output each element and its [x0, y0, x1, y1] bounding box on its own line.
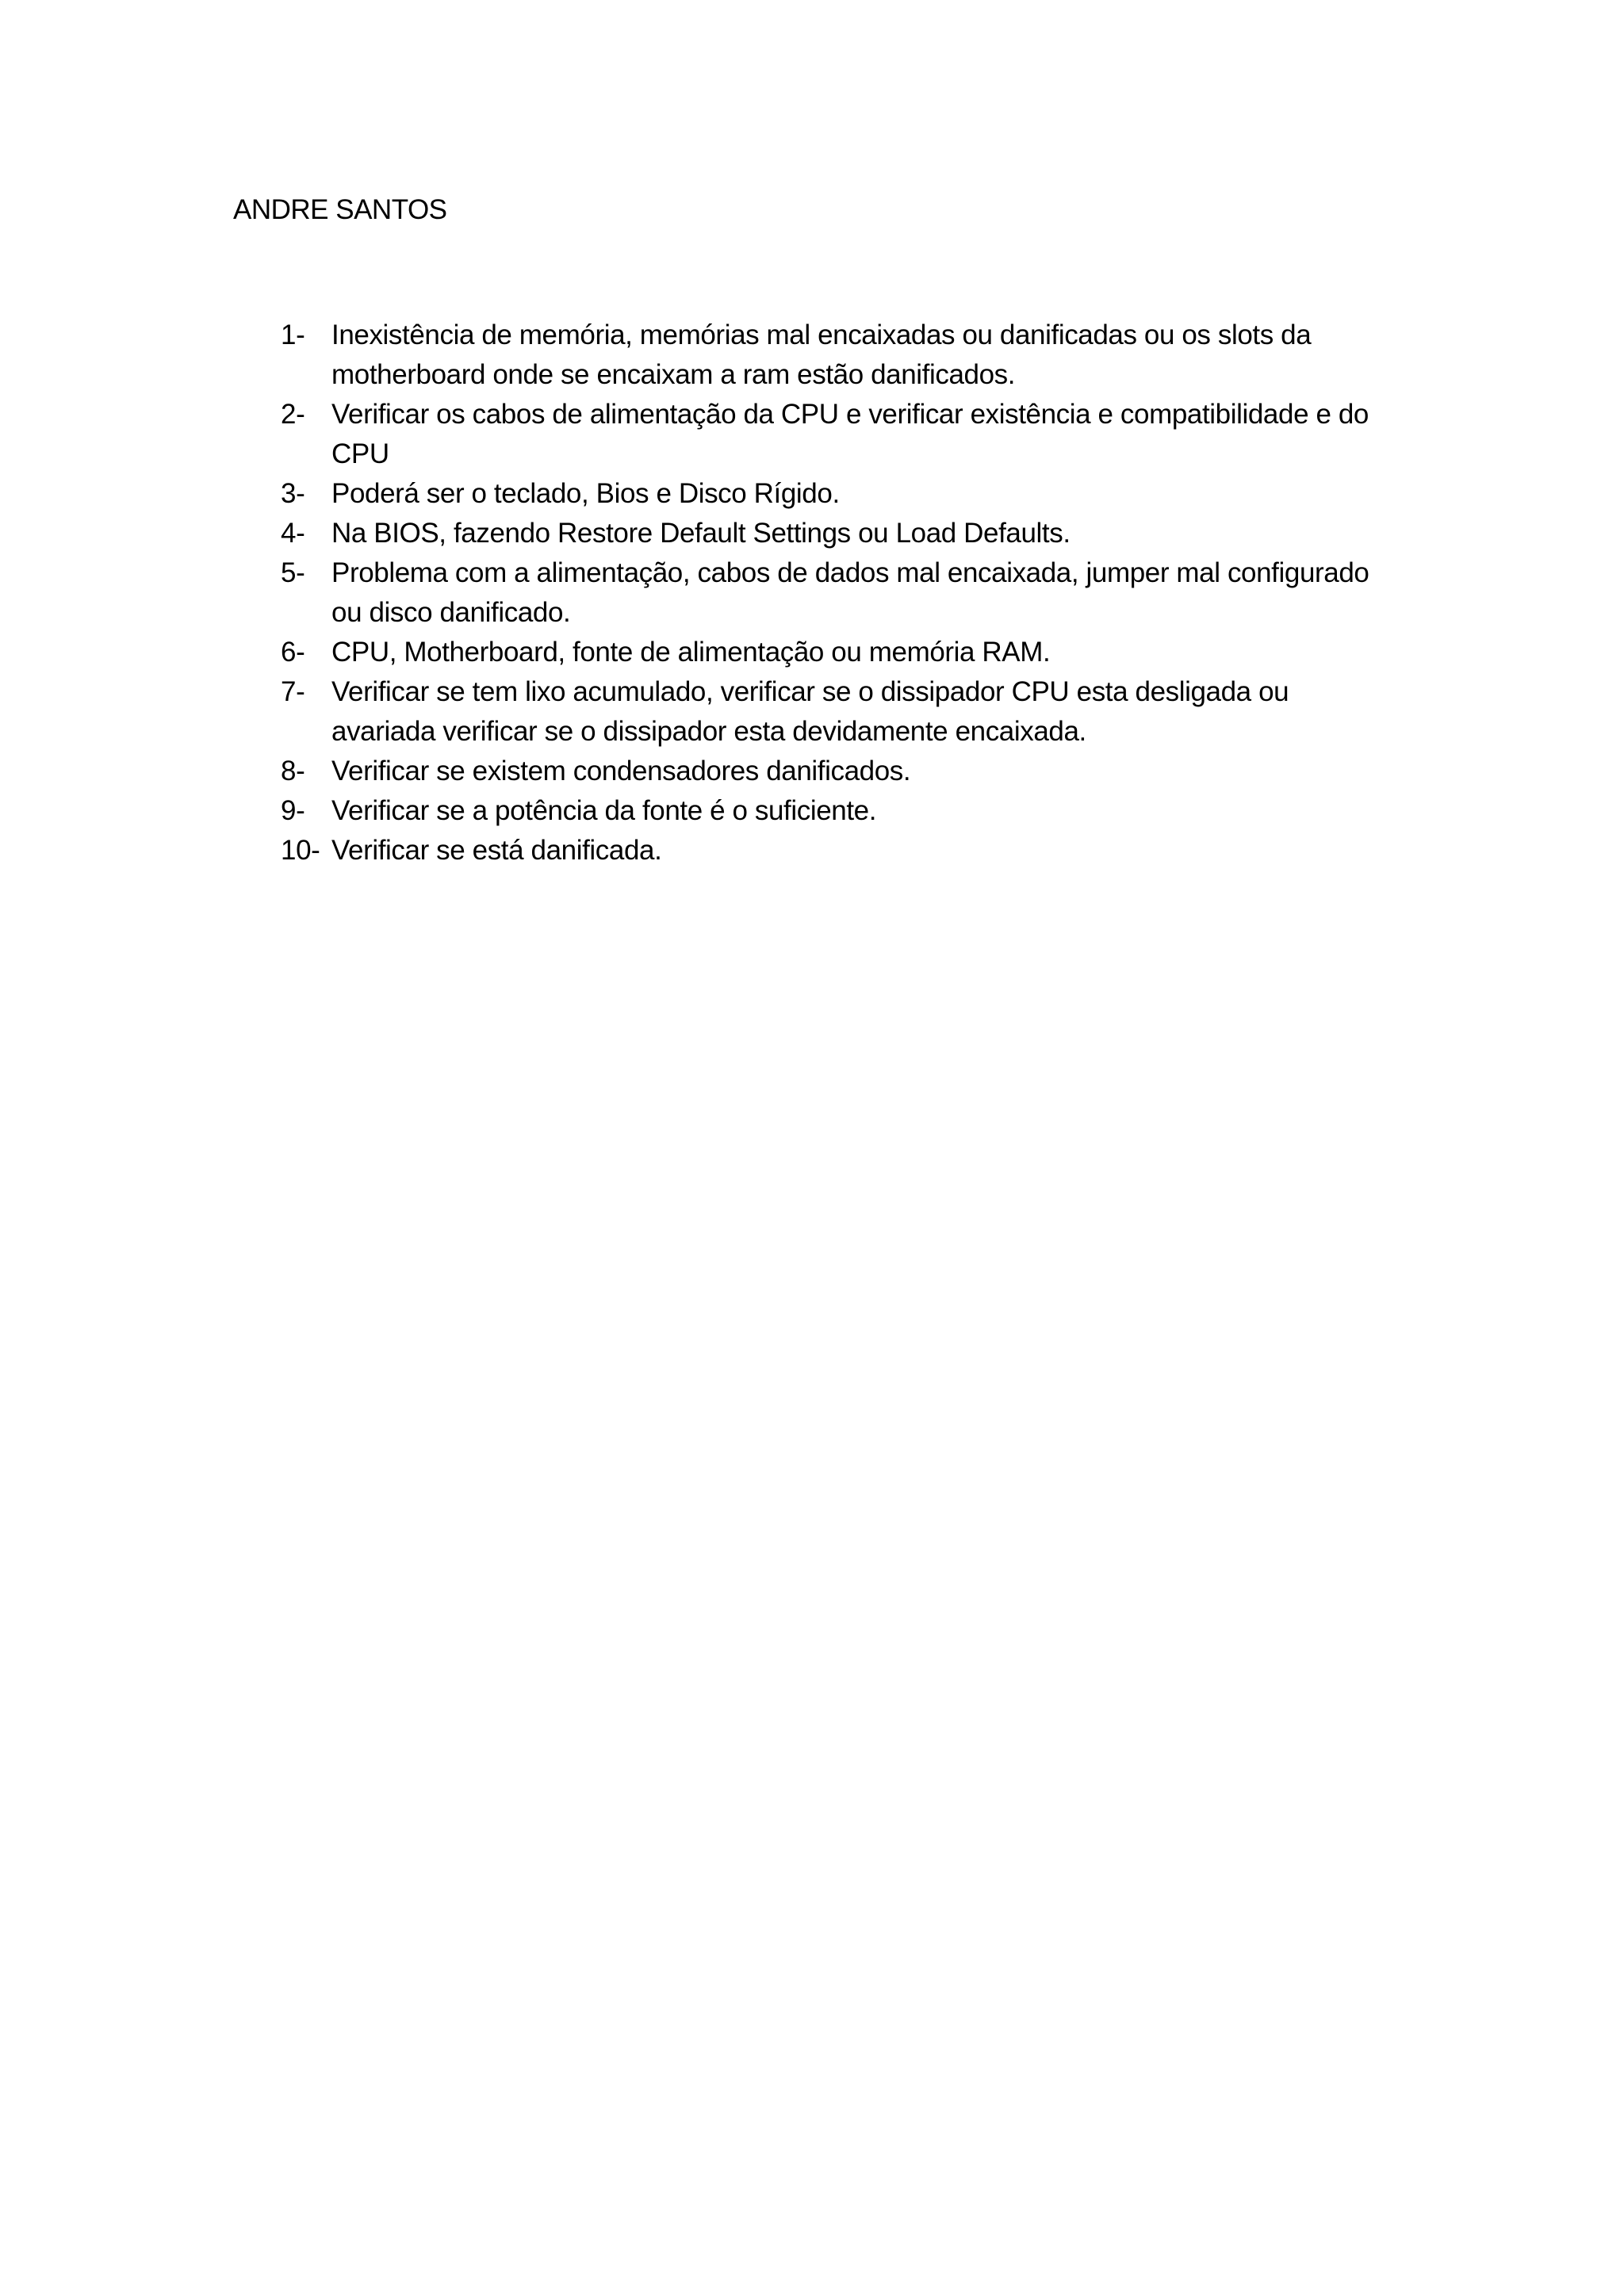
answer-item-3 [281, 474, 1399, 514]
answer-text: Verificar se a potência da fonte é o suficiente. [331, 795, 877, 826]
answer-item-4 [281, 514, 1399, 553]
answer-number: 3- [281, 478, 305, 509]
answer-number: 7- [281, 676, 305, 707]
answer-number: 5- [281, 557, 305, 588]
answer-number: 4- [281, 518, 305, 549]
answer-text: Verificar se tem lixo acumulado, verificar se o dissipador CPU esta desligada ou avariada verificar se o dissipador esta devidamente encaixada. [331, 676, 1289, 747]
answer-number: 1- [281, 320, 305, 350]
answer-text: CPU, Motherboard, fonte de alimentação ou memória RAM. [331, 637, 1051, 668]
answer-item-7 [281, 672, 1399, 752]
answer-text: Verificar os cabos de alimentação da CPU e verificar existência e compatibilidade e do CPU [331, 399, 1369, 469]
answer-item-5 [281, 553, 1399, 633]
answer-number: 2- [281, 399, 305, 430]
answer-text: Verificar se existem condensadores danificados. [331, 756, 911, 786]
answer-number: 9- [281, 795, 305, 826]
answer-text: Na BIOS, fazendo Restore Default Settings ou Load Defaults. [331, 518, 1071, 549]
answer-text: Inexistência de memória, memórias mal encaixadas ou danificadas ou os slots da motherboard onde se encaixam a ram estão danificados. [331, 320, 1312, 390]
author-name: ANDRE SANTOS [233, 194, 447, 225]
answer-item-1 [281, 316, 1399, 395]
answer-text: Verificar se está danificada. [331, 835, 662, 866]
answer-item-8 [281, 752, 1399, 791]
answer-number: 10- [281, 835, 320, 866]
answer-item-9 [281, 791, 1399, 831]
answer-text: Problema com a alimentação, cabos de dados mal encaixada, jumper mal configurado ou disco danificado. [331, 557, 1369, 628]
answer-text: Poderá ser o teclado, Bios e Disco Rígido. [331, 478, 840, 509]
answer-item-2 [281, 395, 1399, 474]
answer-item-10 [281, 831, 1399, 871]
answer-number: 8- [281, 756, 305, 786]
answer-item-6 [281, 633, 1399, 672]
answer-list [281, 316, 1399, 871]
answer-number: 6- [281, 637, 305, 668]
